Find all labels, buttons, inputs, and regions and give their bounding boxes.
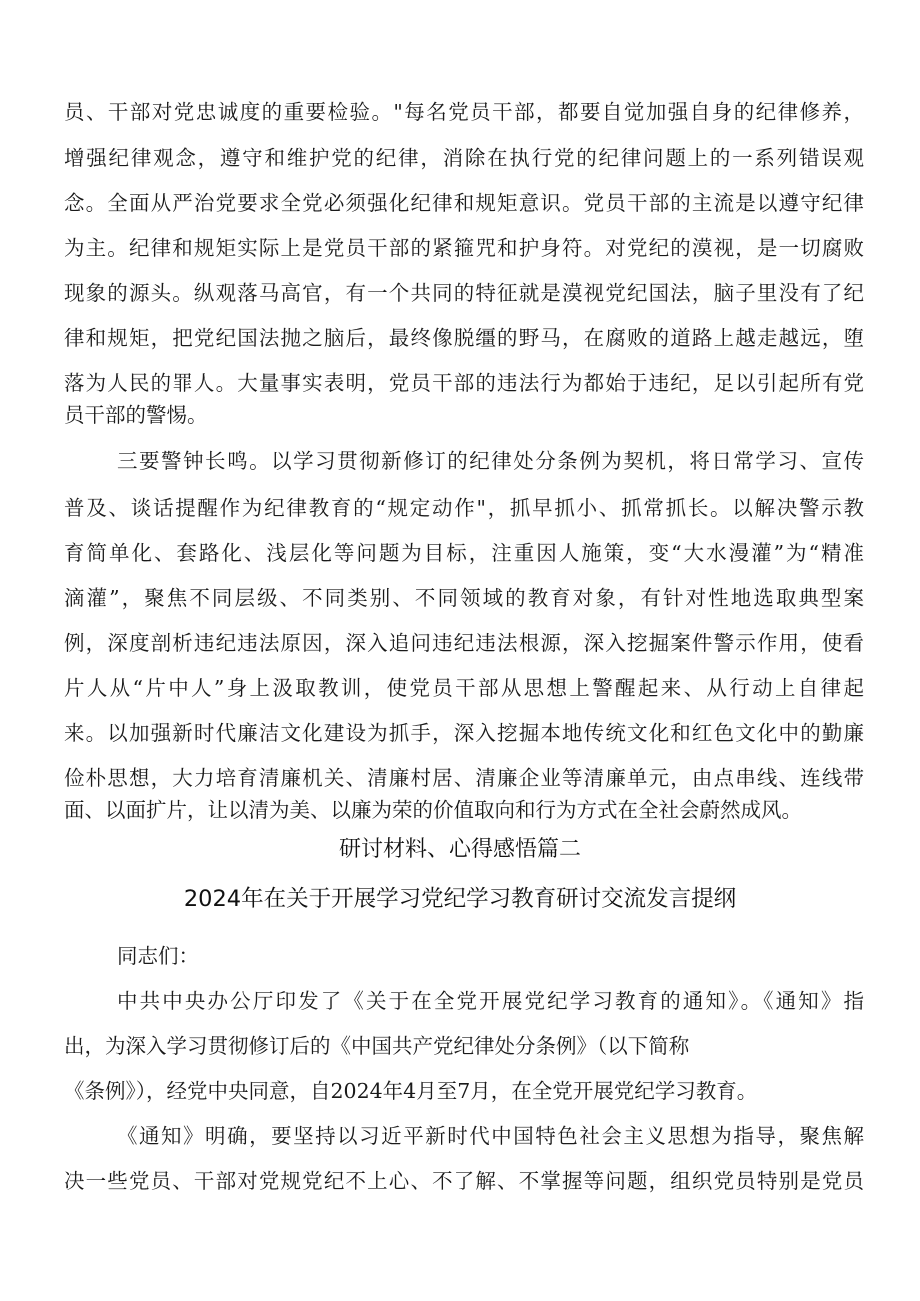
text-line — [0, 763, 920, 793]
text-line — [0, 795, 920, 825]
text-line — [0, 188, 920, 218]
text-line-content: 念。全面从严治党要求全党必须强化纪律和规矩意识。党员干部的主流是以遵守纪律 — [64, 191, 864, 215]
text-line-content: 落为人民的罪人。大量事实表明，党员干部的违法行为都始于违纪，足以引起所有党 — [64, 371, 864, 395]
text-line-content: 出，为深入学习贯彻修订后的《中国共产党纪律处分条例》（以下简称 — [64, 1034, 690, 1058]
text-line-content: 为主。纪律和规矩实际上是党员干部的紧箍咒和护身符。对党纪的漠视，是一切腐败 — [64, 236, 864, 260]
text-line-content: 育简单化、套路化、浅层化等问题为目标，注重因人施策，变“大水漫灌”为“精准 — [64, 541, 864, 565]
text-line — [0, 278, 920, 308]
text-line — [0, 628, 920, 658]
text-line — [0, 1076, 920, 1106]
text-line-content: 来。以加强新时代廉洁文化建设为抓手，深入挖掘本地传统文化和红色文化中的勤廉 — [64, 721, 864, 745]
text-line — [0, 1121, 920, 1151]
text-line-content: 《通知》明确，要坚持以习近平新时代中国特色社会主义思想为指导，聚焦解 — [117, 1124, 864, 1148]
text-line — [0, 400, 920, 430]
text-line-content: 《条例》），经党中央同意，自2024年4月至7月，在全党开展党纪学习教育。 — [64, 1079, 758, 1103]
text-line-content: 面、以面扩片，让以清为美、以廉为荣的价值取向和行为方式在全社会蔚然成风。 — [64, 798, 802, 822]
text-line — [0, 493, 920, 523]
salutation — [0, 941, 920, 971]
text-line-content: 滴灌”，聚焦不同层级、不同类别、不同领域的教育对象，有针对性地选取典型案 — [64, 586, 864, 610]
text-line — [0, 323, 920, 353]
text-line — [0, 718, 920, 748]
text-line-content: 增强纪律观念，遵守和维护党的纪律，消除在执行党的纪律问题上的一系列错误观 — [64, 146, 864, 170]
text-line — [0, 233, 920, 263]
text-line — [0, 368, 920, 398]
salutation-text: 同志们： — [117, 944, 199, 968]
text-line-content: 中共中央办公厅印发了《关于在全党开展党纪学习教育的通知》。《通知》指 — [117, 989, 864, 1013]
text-line-content: 俭朴思想，大力培育清廉机关、清廉村居、清廉企业等清廉单元，由点串线、连线带 — [64, 766, 864, 790]
text-line — [0, 583, 920, 613]
text-line-content: 决一些党员、干部对党规党纪不上心、不了解、不掌握等问题，组织党员特别是党员 — [64, 1169, 864, 1193]
article-title: 2024年在关于开展学习党纪学习教育研讨交流发言提纲 — [183, 886, 737, 912]
text-line-content: 例，深度剖析违纪违法原因，深入追问违纪违法根源，深入挖掘案件警示作用，使看 — [64, 631, 864, 655]
text-line — [0, 97, 920, 127]
text-line — [0, 1166, 920, 1196]
text-line-content: 普及、谈话提醒作为纪律教育的“规定动作"，抓早抓小、抓常抓长。以解决警示教 — [64, 496, 864, 520]
text-line-content: 员干部的警惕。 — [64, 403, 208, 427]
text-line-content: 现象的源头。纵观落马高官，有一个共同的特征就是漠视党纪国法，脑子里没有了纪 — [64, 281, 864, 305]
text-line-content: 员、干部对党忠诚度的重要检验。"每名党员干部，都要自觉加强自身的纪律修养， — [64, 100, 864, 124]
text-line — [0, 986, 920, 1016]
text-line — [0, 538, 920, 568]
text-line — [0, 446, 920, 476]
text-line-content: 律和规矩，把党纪国法抛之脑后，最终像脱缰的野马，在腐败的道路上越走越远，堕 — [64, 326, 864, 350]
text-line — [0, 143, 920, 173]
text-line-content: 三要警钟长鸣。以学习贯彻新修订的纪律处分条例为契机，将日常学习、宣传 — [117, 449, 864, 473]
section-title: 研讨材料、心得感悟篇二 — [338, 837, 581, 862]
text-line — [0, 1031, 920, 1061]
text-line — [0, 673, 920, 703]
text-line-content: 片人从“片中人”身上汲取教训，使党员干部从思想上警醒起来、从行动上自律起 — [64, 676, 864, 700]
